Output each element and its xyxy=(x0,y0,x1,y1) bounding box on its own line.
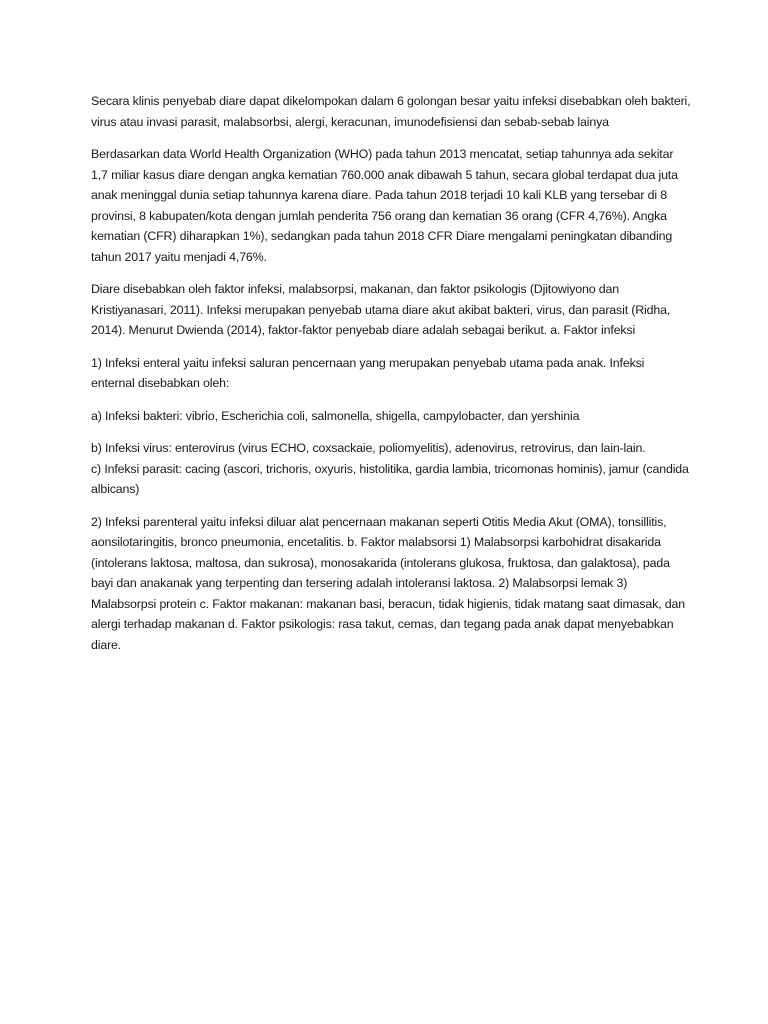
paragraph-parasitic-infection: c) Infeksi parasit: cacing (ascori, trichoris, oxyuris, histolitika, gardia lambia, tricomonas hominis), jamur (candida albicans) xyxy=(91,461,689,496)
paragraph-diarrhea-causes-overview: Secara klinis penyebab diare dapat dikelompokan dalam 6 golongan besar yaitu infeksi disebabkan oleh bakteri, virus atau invasi parasit, malabsorbsi, alergi, keracunan, imunodefisiensi dan sebab-sebab lainya xyxy=(91,94,691,129)
paragraph-who-statistics: Berdasarkan data World Health Organization (WHO) pada tahun 2013 mencatat, setiap tahunnya ada sekitar 1,7 miliar kasus diare dengan angka kematian 760.000 anak dibawah 5 tahun, secara global terdapat dua juta anak meninggal dunia setiap tahunnya karena diare. Pada tahun 2018 terjadi 10 kali KLB yang tersebar di 8 provinsi, 8 kabupaten/kota dengan jumlah penderita 756 orang dan kematian 36 orang (CFR 4,76%). Angka kematian (CFR) diharapkan 1%), sedangkan pada tahun 2018 CFR Diare mengalami peningkatan dibanding tahun 2017 yaitu menjadi 4,76%. xyxy=(91,147,678,264)
paragraph-diarrhea-factors: Diare disebabkan oleh faktor infeksi, malabsorpsi, makanan, dan faktor psikologis (Djitowiyono dan Kristiyanasari, 2011). Infeksi merupakan penyebab utama diare akut akibat bakteri, virus, dan parasit (Ridha, 2014). Menurut Dwienda (2014), faktor-faktor penyebab diare adalah sebagai berikut. a. Faktor infeksi xyxy=(91,282,671,337)
paragraph-viral-infection: b) Infeksi virus: enterovirus (virus ECHO, coxsackaie, poliomyelitis), adenovirus, retrovirus, dan lain-lain. xyxy=(91,441,646,455)
paragraph-bacterial-infection: a) Infeksi bakteri: vibrio, Escherichia coli, salmonella, shigella, campylobacter, dan yershinia xyxy=(91,408,580,423)
document-body xyxy=(91,91,691,667)
paragraph-parenteral-infection: 2) Infeksi parenteral yaitu infeksi diluar alat pencernaan makanan seperti Otitis Media Akut (OMA), tonsillitis, aonsilotaringitis, bronco pneumonia, encetalitis. b. Faktor malabsorsi 1) Malabsorpsi karbohidrat disakarida (intolerans laktosa, maltosa, dan sukrosa), monosakarida (intolerans glukosa, fruktosa, dan galaktosa), pada bayi dan anakanak yang terpenting dan tersering adalah intoleransi laktosa. 2) Malabsorpsi lemak 3) Malabsorpsi protein c. Faktor makanan: makanan basi, beracun, tidak higienis, tidak matang saat dimasak, dan alergi terhadap makanan d. Faktor psikologis: rasa takut, cemas, dan tegang pada anak dapat menyebabkan diare. xyxy=(91,514,686,652)
paragraph-enteral-infection: 1) Infeksi enteral yaitu infeksi saluran pencernaan yang merupakan penyebab utama pada anak. Infeksi enternal disebabkan oleh: xyxy=(91,355,645,390)
